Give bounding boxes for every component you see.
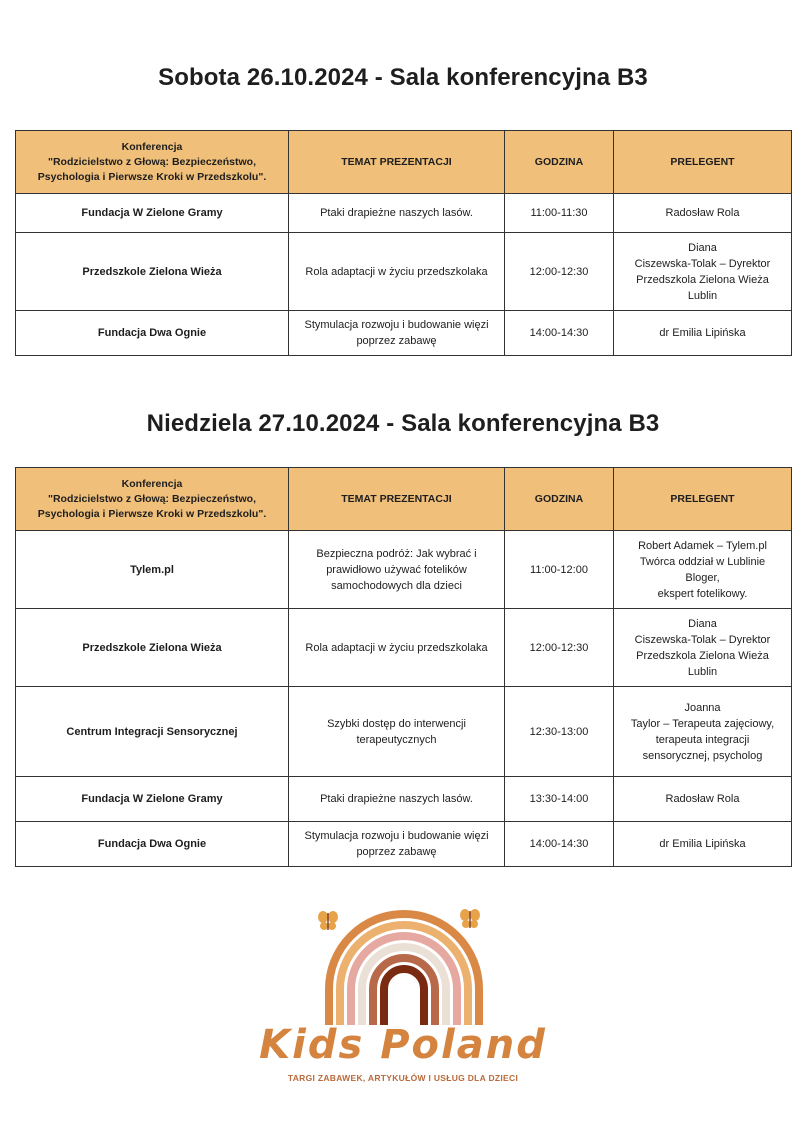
topic-cell: Ptaki drapieżne naszych lasów. — [289, 777, 505, 822]
brand-name: Kids Poland — [259, 1022, 547, 1068]
header-speaker: PRELEGENT — [614, 131, 792, 194]
saturday-schedule-table — [15, 130, 792, 356]
speaker-cell: dr Emilia Lipińska — [614, 822, 792, 867]
butterfly-icon-left — [318, 911, 338, 930]
butterfly-icon-right — [460, 909, 480, 928]
sunday-schedule-table — [15, 467, 792, 867]
topic-cell: Bezpieczna podróż: Jak wybrać i prawidłowo używać fotelików samochodowych dla dzieci — [289, 531, 505, 609]
time-cell: 12:00-12:30 — [505, 609, 614, 687]
table-row — [16, 233, 792, 311]
table-row — [16, 609, 792, 687]
speaker-cell: Diana Ciszewska-Tolak – Dyrektor Przedszkola Zielona Wieża Lublin — [614, 609, 792, 687]
speaker-cell: Joanna Taylor – Terapeuta zajęciowy, terapeuta integracji sensorycznej, psycholog — [614, 687, 792, 777]
table-header-row — [16, 468, 792, 531]
time-cell: 11:00-12:00 — [505, 531, 614, 609]
header-topic: TEMAT PREZENTACJI — [289, 131, 505, 194]
table-row — [16, 311, 792, 356]
speaker-cell: Radosław Rola — [614, 777, 792, 822]
sunday-title: Niedziela 27.10.2024 - Sala konferencyjna B3 — [146, 410, 660, 437]
org-cell: Fundacja Dwa Ognie — [16, 311, 289, 356]
time-cell: 13:30-14:00 — [505, 777, 614, 822]
time-cell: 11:00-11:30 — [505, 194, 614, 233]
table-row — [16, 194, 792, 233]
table-row — [16, 687, 792, 777]
topic-cell: Ptaki drapieżne naszych lasów. — [289, 194, 505, 233]
speaker-cell: Diana Ciszewska-Tolak – Dyrektor Przedszkola Zielona Wieża Lublin — [614, 233, 792, 311]
table-row — [16, 531, 792, 609]
org-cell: Fundacja Dwa Ognie — [16, 822, 289, 867]
header-speaker: PRELEGENT — [614, 468, 792, 531]
time-cell: 14:00-14:30 — [505, 822, 614, 867]
speaker-cell: Robert Adamek – Tylem.pl Twórca oddział w Lublinie Bloger, ekspert fotelikowy. — [614, 531, 792, 609]
rainbow-arc-6 — [384, 969, 424, 1025]
org-cell: Przedszkole Zielona Wieża — [16, 233, 289, 311]
topic-cell: Stymulacja rozwoju i budowanie więzi poprzez zabawę — [289, 822, 505, 867]
table-row — [16, 822, 792, 867]
header-time: GODZINA — [505, 131, 614, 194]
table-row — [16, 777, 792, 822]
time-cell: 12:00-12:30 — [505, 233, 614, 311]
header-time: GODZINA — [505, 468, 614, 531]
topic-cell: Stymulacja rozwoju i budowanie więzi poprzez zabawę — [289, 311, 505, 356]
topic-cell: Rola adaptacji w życiu przedszkolaka — [289, 233, 505, 311]
time-cell: 14:00-14:30 — [505, 311, 614, 356]
org-cell: Przedszkole Zielona Wieża — [16, 609, 289, 687]
saturday-title: Sobota 26.10.2024 - Sala konferencyjna B3 — [158, 64, 648, 91]
org-cell: Tylem.pl — [16, 531, 289, 609]
speaker-cell: dr Emilia Lipińska — [614, 311, 792, 356]
brand-tagline: TARGI ZABAWEK, ARTYKUŁÓW I USŁUG DLA DZIECI — [287, 1073, 519, 1083]
time-cell: 12:30-13:00 — [505, 687, 614, 777]
table-header-row — [16, 131, 792, 194]
header-conference: Konferencja "Rodzicielstwo z Głową: Bezpieczeństwo, Psychologia i Pierwsze Kroki w Przedszkolu". — [16, 468, 289, 531]
org-cell: Centrum Integracji Sensorycznej — [16, 687, 289, 777]
header-conference: Konferencja "Rodzicielstwo z Głową: Bezpieczeństwo, Psychologia i Pierwsze Kroki w Przedszkolu". — [16, 131, 289, 194]
org-cell: Fundacja W Zielone Gramy — [16, 194, 289, 233]
topic-cell: Rola adaptacji w życiu przedszkolaka — [289, 609, 505, 687]
speaker-cell: Radosław Rola — [614, 194, 792, 233]
header-topic: TEMAT PREZENTACJI — [289, 468, 505, 531]
topic-cell: Szybki dostęp do interwencji terapeutycznych — [289, 687, 505, 777]
org-cell: Fundacja W Zielone Gramy — [16, 777, 289, 822]
